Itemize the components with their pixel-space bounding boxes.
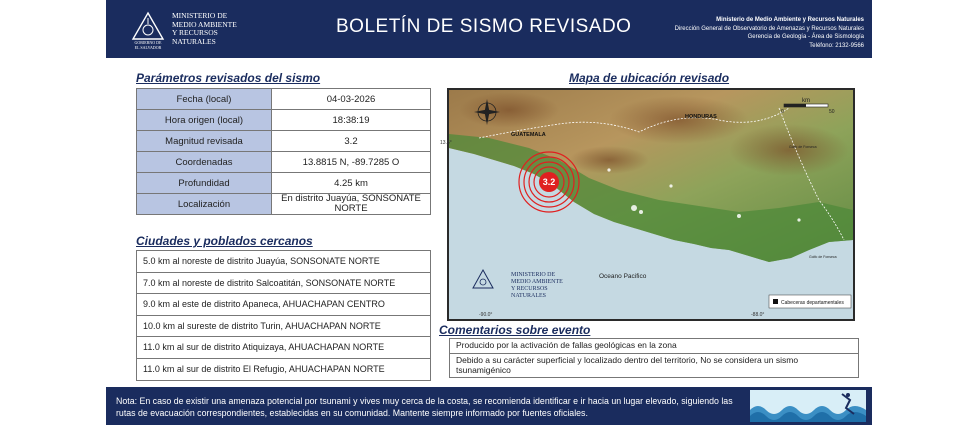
map-svg [449, 90, 853, 319]
scale-unit: km [802, 98, 810, 104]
comments-list [449, 338, 859, 378]
svg-text:MINISTERIO DE: MINISTERIO DE [511, 272, 556, 278]
footer-bar [106, 387, 872, 425]
legend-label: Cabeceras departamentales [781, 300, 844, 306]
param-label: Hora origen (local) [137, 110, 272, 131]
page-title: BOLETÍN DE SISMO REVISADO [336, 16, 632, 37]
lon-label-right: -88.0° [751, 312, 765, 318]
table-row [137, 173, 431, 194]
logo-subtitle: GOBIERNO DE EL SALVADOR [134, 40, 162, 50]
tsunami-note: Nota: En caso de existir una amenaza potencial por tsunami y vives muy cerca de la costa, se recomienda identificar e ir hacia un lugar elevado, siguiendo las rutas de evacuación correspondientes, establecidas en su comunidad. Mantente siempre informado por fuentes oficiales. [116, 396, 733, 418]
list-item: 9.0 km al este de distrito Apaneca, AHUACHAPAN CENTRO [136, 294, 431, 316]
map-heading: Mapa de ubicación revisado [569, 71, 730, 85]
param-label: Localización [137, 194, 272, 215]
scale-end: 50 [829, 109, 835, 115]
table-row [137, 110, 431, 131]
comments-heading: Comentarios sobre evento [439, 323, 591, 337]
wave-icon [750, 390, 866, 422]
param-label: Coordenadas [137, 152, 272, 173]
location-map [447, 88, 855, 321]
list-item: 10.0 km al sureste de distrito Turin, AHUACHAPAN NORTE [136, 316, 431, 338]
lon-label-left: -90.0° [479, 312, 493, 318]
table-row [137, 89, 431, 110]
header-bar [106, 0, 872, 58]
institution-area: Gerencia de Geología - Área de Sismología [747, 34, 864, 40]
magnitude-label: 3.2 [542, 177, 556, 187]
map-legend [769, 295, 851, 308]
svg-text:MEDIO AMBIENTE: MEDIO AMBIENTE [511, 279, 563, 285]
param-value: 13.8815 N, -89.7285 O [272, 152, 431, 173]
table-row [137, 131, 431, 152]
institution-name: Ministerio de Medio Ambiente y Recursos Naturales [716, 17, 864, 23]
cities-heading: Ciudades y poblados cercanos [136, 234, 313, 248]
ministry-name: MINISTERIO DE MEDIO AMBIENTE Y RECURSOS NATURALES [172, 11, 237, 46]
scale-zero: 0 [781, 109, 784, 115]
label-guatemala: GUATEMALA [511, 132, 546, 138]
svg-text:NATURALES: NATURALES [511, 293, 547, 299]
label-honduras: HONDURAS [685, 114, 717, 120]
bulletin-page [106, 0, 872, 425]
list-item: Debido a su carácter superficial y localizado dentro del territorio, No se considera un sismo tsunamigénico [449, 354, 859, 378]
urban-area [631, 205, 637, 211]
urban-area [607, 168, 610, 171]
list-item: Producido por la activación de fallas geológicas en la zona [449, 338, 859, 354]
lat-label: 13.5° [440, 140, 452, 146]
terrain-relief [609, 96, 749, 144]
list-item: 5.0 km al noreste de distrito Juayúa, SONSONATE NORTE [136, 250, 431, 273]
terrain-relief [729, 124, 849, 176]
cities-list [136, 250, 431, 381]
param-value: 4.25 km [272, 173, 431, 194]
label-ocean: Oceano Pacifico [599, 273, 647, 280]
param-label: Profundidad [137, 173, 272, 194]
table-row [137, 194, 431, 215]
param-label: Magnitud revisada [137, 131, 272, 152]
institution-phone: Teléfono: 2132-9566 [809, 42, 864, 49]
param-value: En distrito Juayúa, SONSONATE NORTE [272, 194, 431, 215]
param-value: 04-03-2026 [272, 89, 431, 110]
urban-area [737, 214, 741, 218]
label-gulf: Golfo de Fonseca [789, 145, 817, 149]
svg-text:Y RECURSOS: Y RECURSOS [511, 286, 548, 292]
param-label: Fecha (local) [137, 89, 272, 110]
param-value: 18:38:19 [272, 110, 431, 131]
terrain-relief [459, 92, 559, 128]
table-row [137, 152, 431, 173]
list-item: 7.0 km al noreste de distrito Salcoatitán, SONSONATE NORTE [136, 273, 431, 295]
param-value: 3.2 [272, 131, 431, 152]
urban-area [639, 210, 643, 214]
list-item: 11.0 km al sur de distrito Atiquizaya, AHUACHAPAN NORTE [136, 337, 431, 359]
institution-info [675, 16, 864, 50]
label-gulf-south: Golfo de Fonseca [809, 255, 837, 259]
urban-area [797, 218, 800, 221]
params-heading: Parámetros revisados del sismo [136, 71, 321, 85]
params-table [136, 88, 431, 215]
urban-area [669, 184, 672, 187]
institution-direction: Dirección General de Observatorio de Amenazas y Recursos Naturales [674, 25, 864, 32]
list-item: 11.0 km al sur de distrito El Refugio, AHUACHAPAN NORTE [136, 359, 431, 381]
